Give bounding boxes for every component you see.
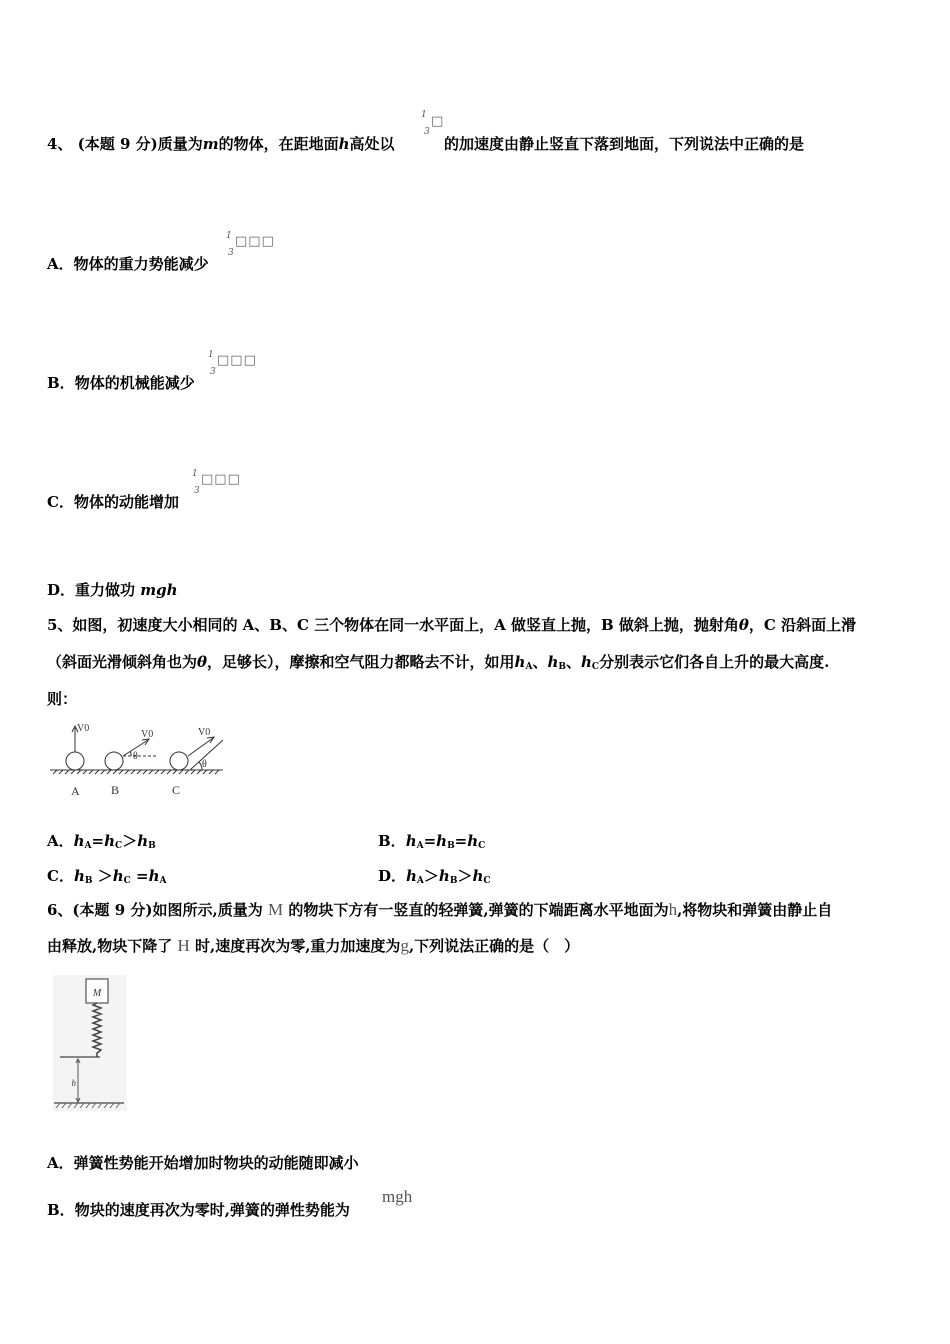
q5-stem-line1: 5、如图，初速度大小相同的 A、B、C 三个物体在同一水平面上，A 做竖直上抛，B 做斜上抛，抛射角θ，C 沿斜面上滑: [47, 616, 857, 634]
q4-option-b-frac-num: 1: [208, 350, 214, 360]
height-symbol: h: [406, 867, 417, 885]
label-c: C: [172, 783, 181, 797]
height-symbol: h: [467, 832, 479, 850]
height-subscript: A: [416, 876, 424, 886]
v0-label-b: V0: [141, 729, 154, 740]
q5-option-a: A．$h_A=h_C>h_B$: [47, 832, 156, 851]
q6-option-b: B．物块的速度再次为零时,弹簧的弹性势能为: [47, 1201, 350, 1219]
q4-stem-missing-glyph: □: [431, 114, 445, 129]
q6-option-b-math: mgh: [382, 1187, 413, 1206]
q4-option-b-frac-den: 3: [210, 367, 216, 377]
q4-stem-continued: 的加速度由静止竖直下落到地面，下列说法中正确的是: [444, 135, 805, 153]
ball-c: [170, 752, 188, 770]
block-label: M: [92, 988, 102, 999]
height-subscript: A: [84, 841, 92, 851]
ball-a: [66, 752, 84, 770]
q4-option-b-missing-glyphs: □□□: [217, 353, 257, 368]
q4-option-d: D．重力做功 mgh: [47, 581, 178, 599]
height-subscript: B: [84, 876, 93, 886]
v0-label-c: V0: [198, 727, 211, 738]
height-symbol: h: [73, 867, 85, 885]
height-symbol: h: [112, 867, 124, 885]
q6-stem-line1: 6、(本题 9 分)如图所示,质量为 M 的物块下方有一竖直的轻弹簧,弹簧的下端距离水平地面为h,将物块和弹簧由静止自: [47, 900, 833, 919]
height-subscript: A: [416, 841, 424, 851]
height-symbol: h: [148, 867, 160, 885]
height-subscript: B: [449, 876, 458, 886]
q4-option-b: B．物体的机械能减少: [47, 374, 195, 392]
height-subscript: C: [115, 841, 123, 851]
angle-arc-b: [130, 751, 131, 756]
relation-operator: ＞: [423, 867, 439, 885]
height-subscript: B: [148, 841, 156, 851]
q4-option-c-frac-num: 1: [192, 469, 198, 479]
relation-operator: =: [91, 832, 105, 850]
v0-label-a: V0: [77, 723, 90, 734]
q4-option-a: A．物体的重力势能减少: [47, 255, 209, 273]
height-subscript: C: [123, 876, 131, 886]
height-subscript: C: [483, 876, 491, 886]
height-subscript: B: [447, 841, 455, 851]
q4-option-a-frac-num: 1: [226, 231, 232, 241]
q5-stem-line3: 则：: [47, 690, 78, 708]
theta-label-b: θ: [133, 751, 138, 762]
relation-operator: =: [454, 832, 468, 850]
q5-stem-line2: （斜面光滑倾斜角也为θ，足够长），摩擦和空气阻力都略去不计，如用$h_A$、$h_B$、$h_C$分别表示它们各自上升的最大高度.: [47, 653, 830, 672]
q4-option-c-frac-den: 3: [194, 486, 200, 496]
ball-b: [105, 752, 123, 770]
q4-option-a-frac-den: 3: [228, 248, 234, 258]
relation-operator: ＞: [122, 832, 138, 850]
ground-hatching: [53, 770, 219, 774]
height-symbol: h: [405, 832, 417, 850]
q4-stem-fraction-denominator: 3: [424, 127, 430, 137]
relation-operator: =: [130, 867, 149, 885]
q5-option-c: C．$h_B >h_C =h_A$: [47, 867, 167, 886]
height-symbol: h: [472, 867, 484, 885]
q4-stem-fraction-numerator: 1: [421, 110, 427, 120]
height-subscript: C: [478, 841, 486, 851]
h-label: h: [71, 1078, 76, 1088]
height-symbol: h: [104, 832, 116, 850]
label-b: B: [111, 783, 120, 797]
q5-projectile-figure: [45, 718, 230, 802]
relation-operator: ＞: [457, 867, 473, 885]
q4-option-c: C．物体的动能增加: [47, 493, 179, 511]
label-a: A: [71, 784, 80, 798]
theta-label-c: θ: [202, 759, 207, 770]
height-symbol: h: [436, 832, 448, 850]
q6-option-a: A．弹簧性势能开始增加时物块的动能随即减小: [47, 1154, 359, 1172]
height-subscript: A: [159, 876, 167, 886]
q5-option-b: B．$h_A=h_B=h_C$: [378, 832, 486, 851]
q4-option-c-missing-glyphs: □□□: [201, 472, 241, 487]
q4-option-a-missing-glyphs: □□□: [235, 234, 275, 249]
height-symbol: h: [438, 867, 450, 885]
q6-spring-block-figure: [50, 975, 130, 1111]
height-symbol: h: [73, 832, 85, 850]
q6-stem-line2: 由释放,物块下降了 H 时,速度再次为零,重力加速度为g,下列说法正确的是（ ）: [47, 936, 580, 955]
q4-stem: 4、 (本题 9 分)质量为m的物体，在距地面h高处以: [47, 135, 395, 153]
velocity-arrow-c: [188, 738, 213, 756]
relation-operator: ＞: [92, 867, 113, 885]
height-symbol: h: [137, 832, 149, 850]
relation-operator: =: [423, 832, 437, 850]
q5-option-d: D．$h_A>h_B>h_C$: [378, 867, 491, 886]
